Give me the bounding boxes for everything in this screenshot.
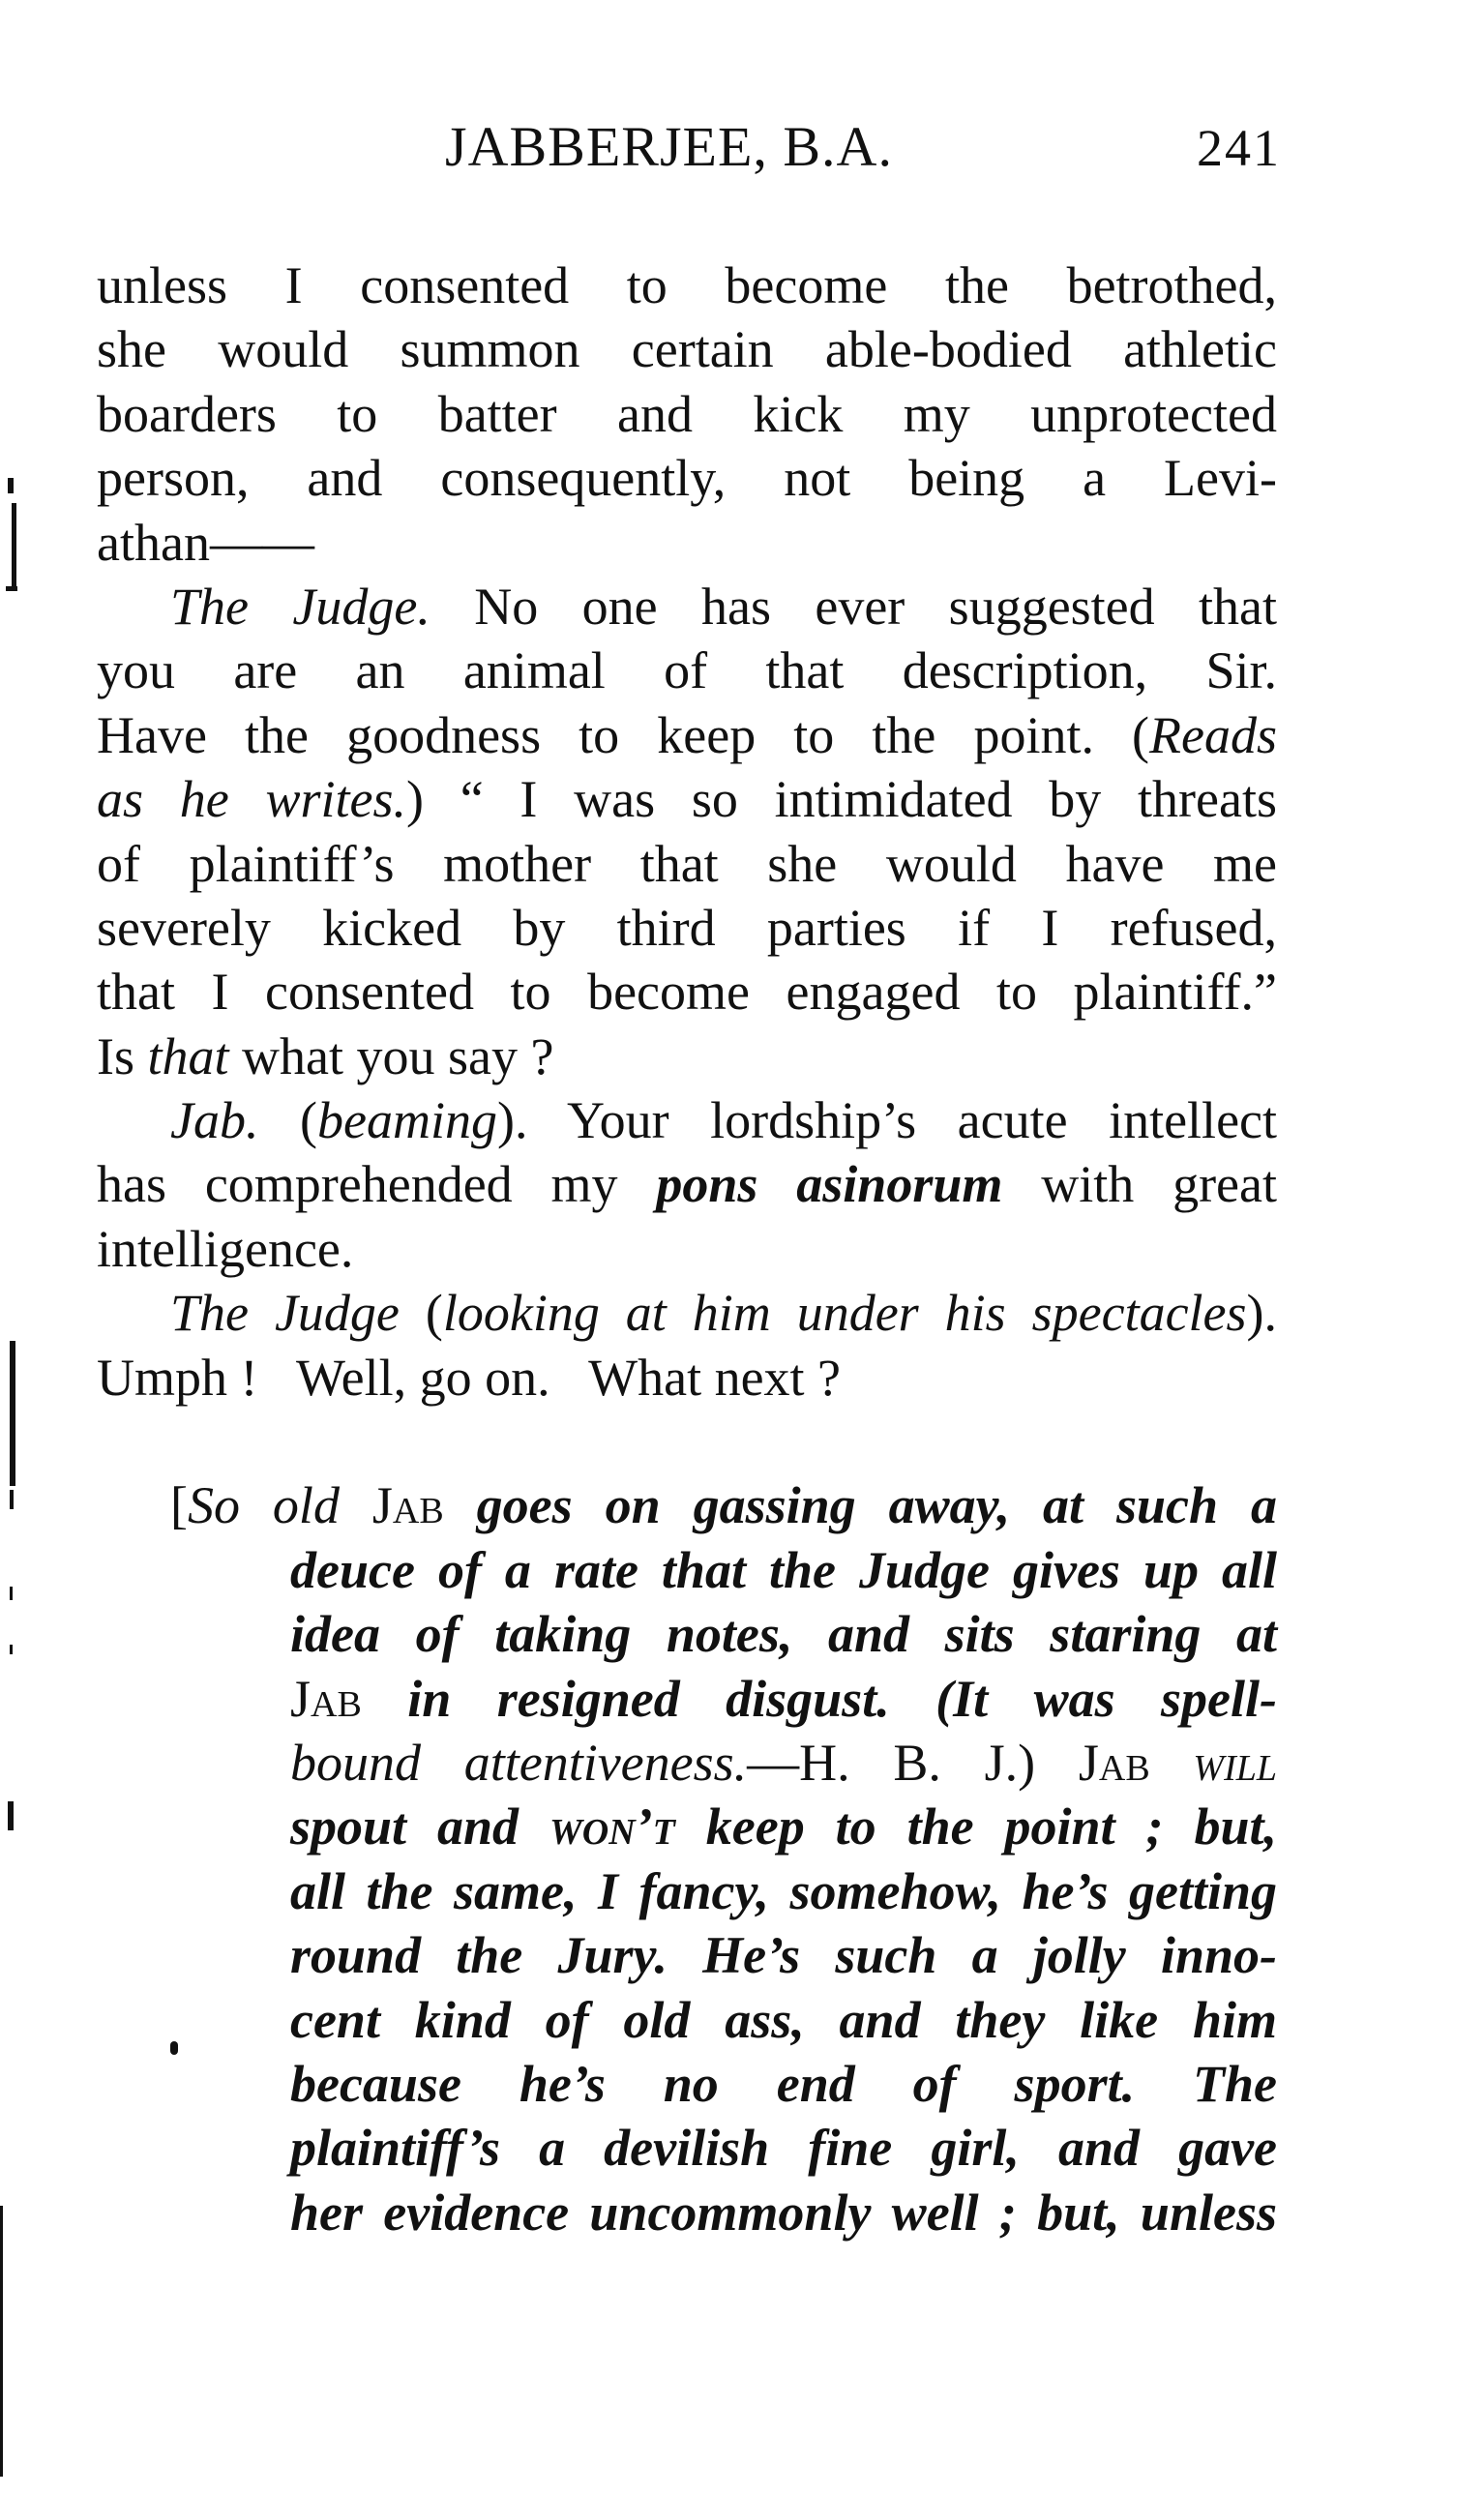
text-line (97, 767, 1277, 831)
line-segment: keep to the point ; but, (674, 1797, 1277, 1856)
line-segment: So old (187, 1476, 372, 1535)
italic-segment: looking at him under his spectacles (442, 1284, 1247, 1343)
line-segment: ( (399, 1284, 443, 1343)
text-line (97, 1473, 1277, 1537)
italic-segment: beaming (317, 1091, 497, 1150)
text-line: idea of taking notes, and sits staring at (290, 1605, 1277, 1664)
italic-segment: as he writes. (97, 770, 406, 829)
line-segment: Have the goodness to keep to the point. ( (97, 705, 1150, 764)
text-line: athan—— (97, 513, 314, 572)
scan-margin-mark (0, 2206, 3, 2477)
small-caps-segment: will (1149, 1733, 1277, 1792)
line-segment: with great (1002, 1155, 1277, 1214)
text-line (97, 1088, 1277, 1152)
text-line: of plaintiff’s mother that she would have me (97, 834, 1277, 893)
text-line: severely kicked by third parties if I refused, (97, 898, 1277, 957)
italic-segment: pons asinorum (656, 1155, 1003, 1214)
text-line (97, 1731, 1277, 1795)
line-segment: ). Your lordship’s acute intellect (496, 1091, 1278, 1150)
running-title: JABBERJEE, B.A. (445, 115, 893, 178)
scan-margin-mark (10, 1587, 13, 1600)
text-line: person, and consequently, not being a Levi- (97, 449, 1277, 508)
small-caps-name: Jab (290, 1669, 362, 1728)
text-line: plaintiff’s a devilish fine girl, and gave (290, 2119, 1277, 2178)
speaker-label: The Judge. (170, 577, 430, 636)
text-line (97, 703, 1277, 767)
body-text (97, 253, 1277, 2244)
text-line: cent kind of old ass, and they like him (290, 1990, 1277, 2049)
line-segment: bound attentiveness. (290, 1733, 748, 1792)
text-line: round the Jury. He’s such a jolly inno- (290, 1926, 1277, 1985)
paragraph-gap (97, 1410, 1277, 1473)
text-line (97, 1281, 1277, 1345)
line-segment: what you say ? (228, 1026, 554, 1085)
line-segment: —H. B. J.) (747, 1733, 1079, 1792)
text-line: she would summon certain able-bodied athletic (97, 320, 1277, 379)
text-line: boarders to batter and kick my unprotected (97, 384, 1277, 443)
text-line (97, 1795, 1277, 1858)
page-number: 241 (1197, 119, 1281, 177)
text-line: because he’s no end of sport. The (290, 2054, 1277, 2113)
line-segment: in resigned disgust. (It was spell- (361, 1669, 1277, 1728)
scan-margin-mark (10, 1490, 14, 1509)
text-line: all the same, I fancy, somehow, he’s getting (290, 1861, 1277, 1920)
italic-segment: Reads (1149, 705, 1277, 764)
scan-margin-mark (10, 1341, 15, 1486)
line-segment: spout and (290, 1797, 549, 1856)
text-line: her evidence uncommonly well ; but, unless (290, 2183, 1277, 2242)
line-segment: has comprehended my (97, 1155, 657, 1214)
line-segment: ) “ I was so intimidated by threats (405, 770, 1277, 829)
scan-margin-mark (12, 503, 16, 590)
text-line: intelligence. (97, 1219, 354, 1278)
scan-margin-mark (10, 1645, 13, 1654)
text-line (97, 1667, 1277, 1731)
text-line (97, 1025, 1277, 1088)
opening-bracket: [ (170, 1476, 188, 1535)
line-segment: Is (97, 1026, 148, 1085)
line-segment: No one has ever suggested that (430, 577, 1278, 636)
speaker-label: Jab. (170, 1091, 259, 1150)
scan-margin-mark (8, 478, 14, 493)
text-line: that I consented to become engaged to plaintiff.” (97, 963, 1277, 1022)
line-segment: ( (258, 1091, 317, 1150)
small-caps-name: Jab (1078, 1733, 1150, 1792)
text-line: deuce of a rate that the Judge gives up all (290, 1540, 1277, 1599)
speaker-label: The Judge (170, 1284, 400, 1343)
text-line (97, 1152, 1277, 1216)
page-header (97, 114, 1281, 192)
scan-margin-mark (8, 1801, 14, 1830)
small-caps-name: Jab (371, 1476, 444, 1535)
small-caps-segment: won’t (549, 1797, 675, 1856)
scan-margin-mark (6, 586, 17, 591)
text-line: Umph ! Well, go on. What next ? (97, 1348, 842, 1407)
stage-direction (97, 1473, 1277, 2244)
italic-segment: that (147, 1026, 229, 1085)
text-line: you are an animal of that description, Sir. (97, 641, 1277, 700)
text-line: unless I consented to become the betrothed, (97, 256, 1277, 314)
line-segment: goes on gassing away, at such a (443, 1476, 1277, 1535)
line-segment: ). (1246, 1284, 1278, 1343)
text-line (97, 575, 1277, 639)
